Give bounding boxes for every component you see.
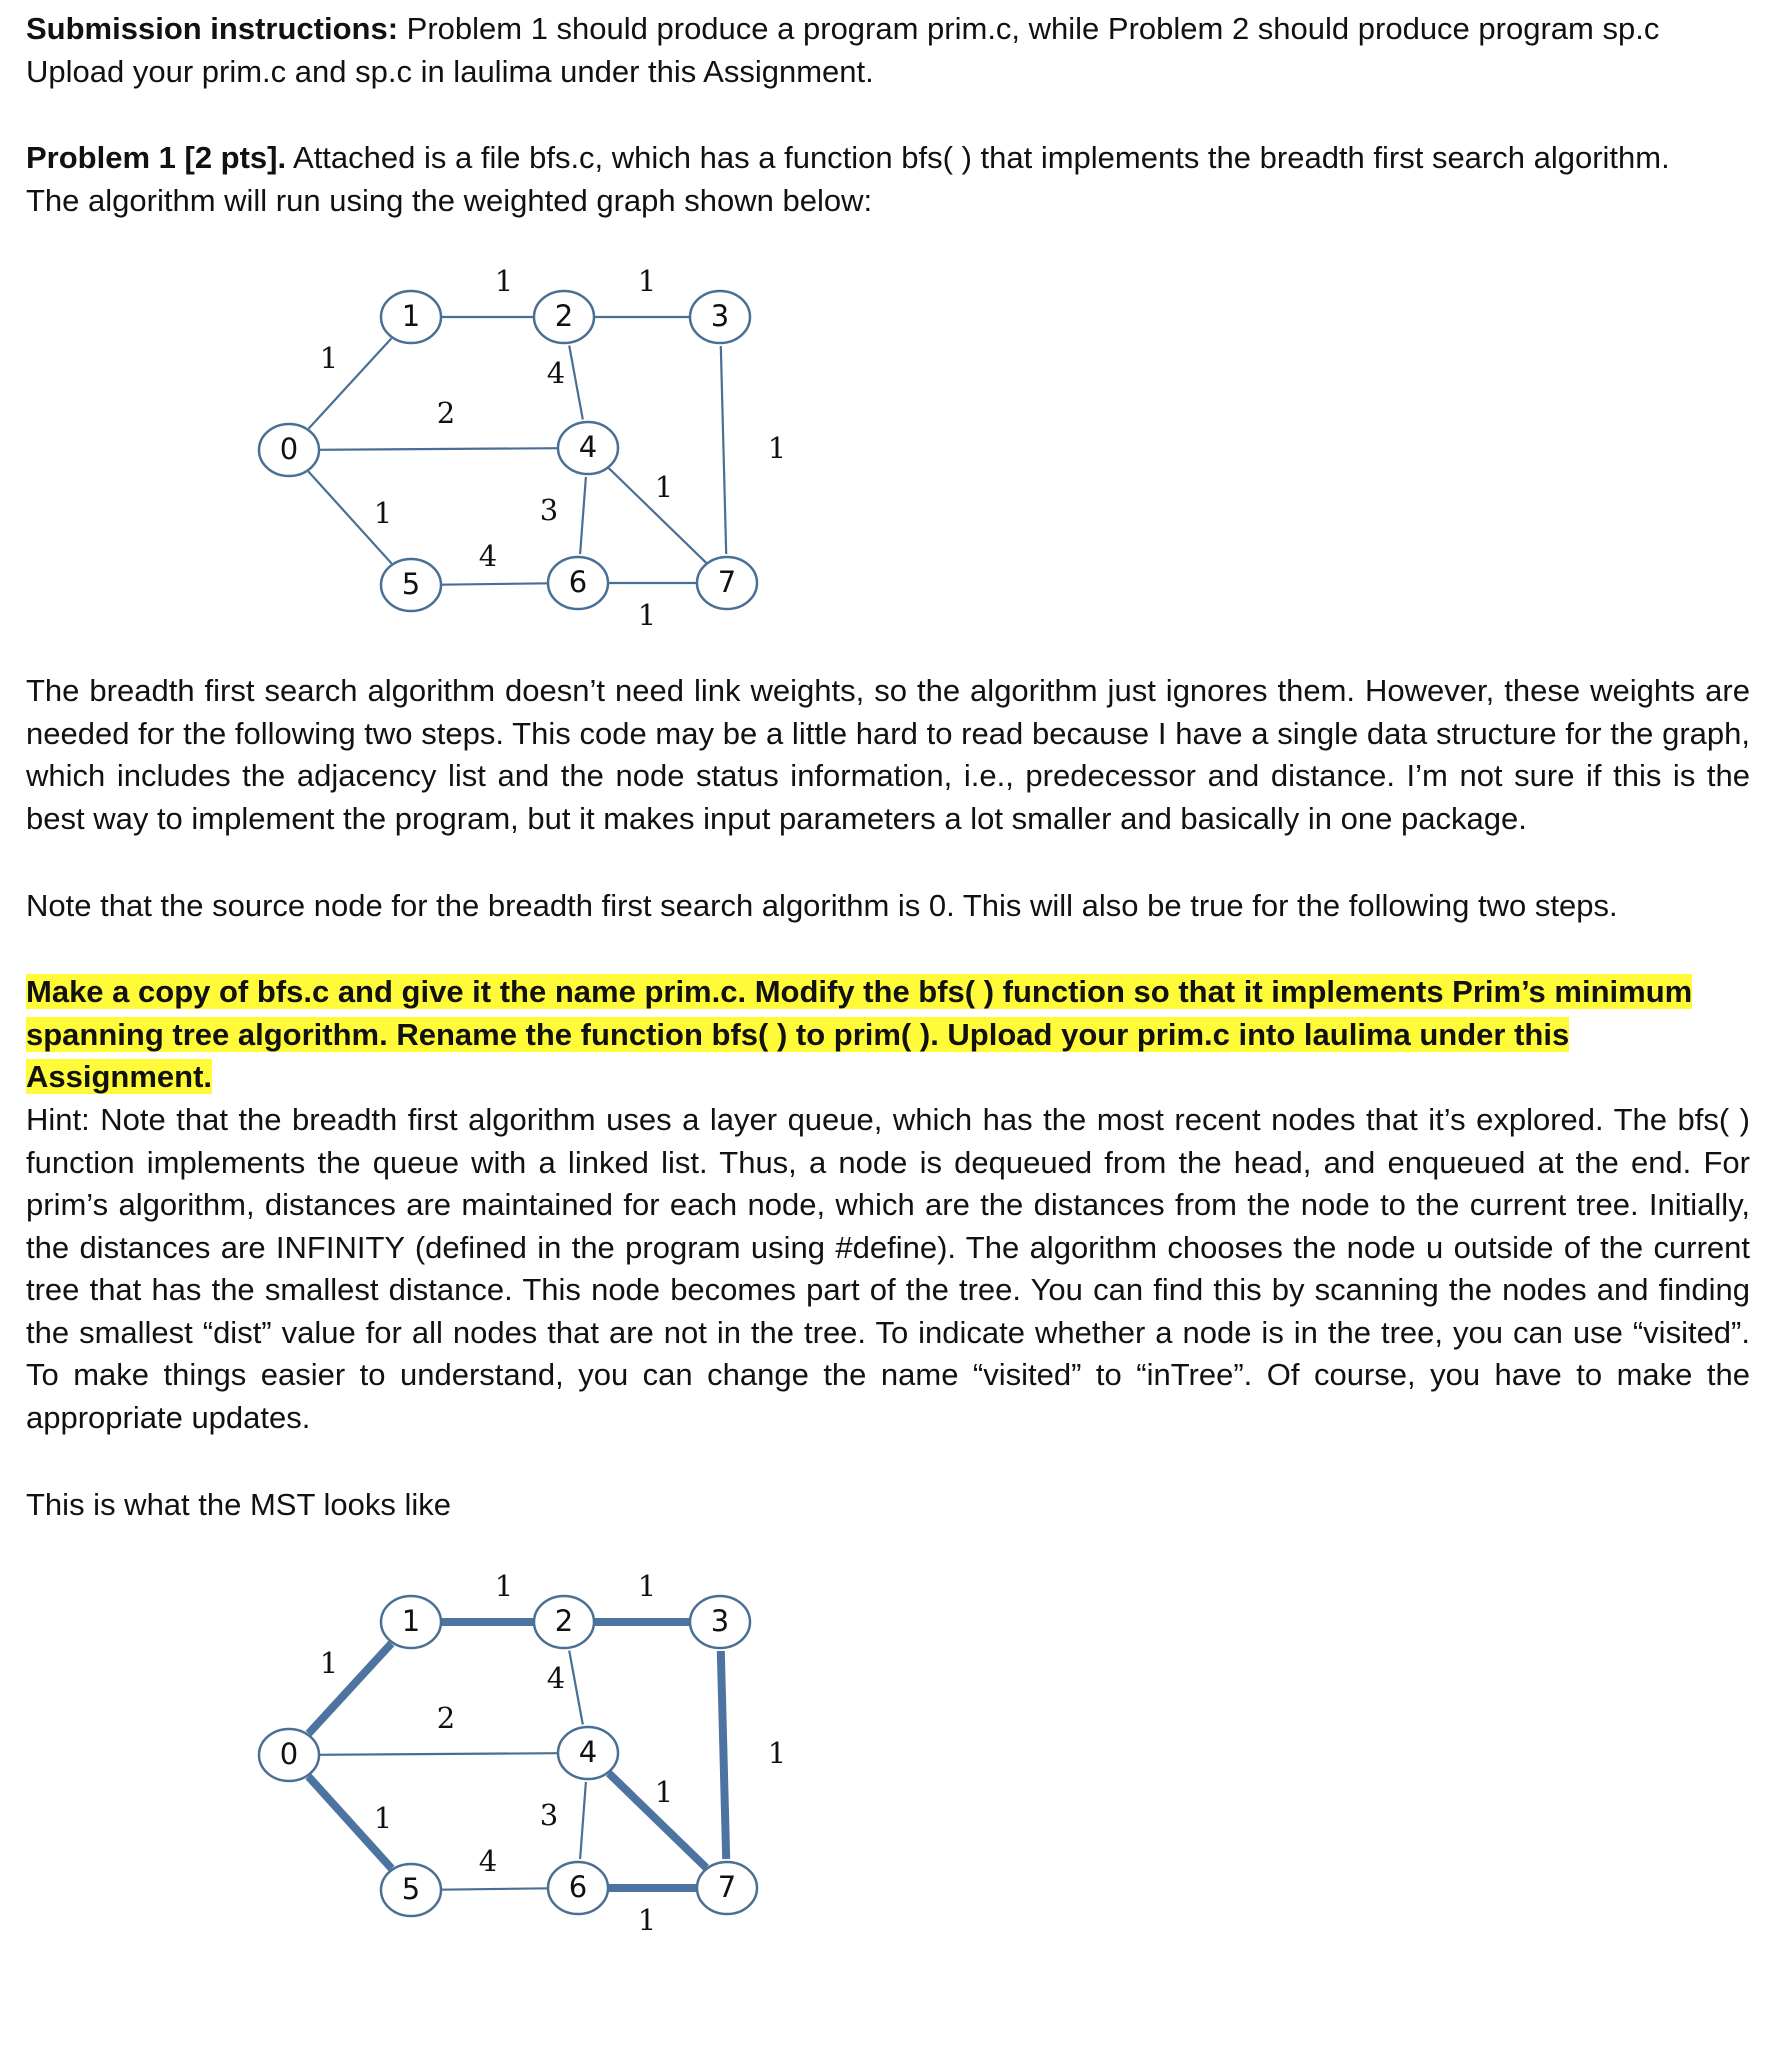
mst-node-1 (381, 1596, 441, 1648)
submission-label: Submission instructions: (26, 11, 399, 46)
mst-weight-label-1-2: 1 (494, 1569, 514, 1603)
graph-weight-label-2-4: 4 (546, 356, 566, 390)
graph-weight-label-1-2: 1 (494, 264, 514, 298)
mst-node-3 (690, 1596, 750, 1648)
mst-node-4 (558, 1727, 618, 1779)
graph-node-label-1: 1 (401, 299, 421, 333)
source-node-paragraph: Note that the source node for the breadth first search algorithm is 0. This will also be true for the following two steps. (26, 888, 1618, 923)
graph-node-6 (548, 557, 608, 609)
graph-node-label-4: 4 (578, 430, 598, 464)
mst-edge-4-6 (580, 1782, 586, 1859)
graph-node-label-6: 6 (568, 565, 588, 599)
mst-graph-figure (231, 1560, 831, 1950)
graph-node-2 (534, 291, 594, 343)
mst-weight-label-6-7: 1 (637, 1903, 657, 1937)
graph-node-label-7: 7 (717, 565, 737, 599)
graph-node-label-2: 2 (554, 299, 574, 333)
mst-node-7 (697, 1862, 757, 1914)
problem-1-label: Problem 1 [2 pts]. (26, 140, 287, 175)
mst-weight-label-0-1: 1 (319, 1646, 339, 1680)
graph-edge-4-6 (580, 477, 586, 554)
mst-node-6 (548, 1862, 608, 1914)
mst-caption: This is what the MST looks like (26, 1487, 451, 1522)
mst-node-label-6: 6 (568, 1870, 588, 1904)
mst-node-label-3: 3 (710, 1604, 730, 1638)
graph-weight-label-5-6: 4 (478, 539, 498, 573)
mst-node-label-4: 4 (578, 1735, 598, 1769)
graph-node-4 (558, 422, 618, 474)
mst-weight-label-3-7: 1 (767, 1736, 787, 1770)
graph-weight-label-4-7: 1 (654, 470, 674, 504)
highlighted-instruction (26, 971, 1750, 1099)
mst-svg (231, 1560, 831, 1950)
graph-weight-label-4-6: 3 (539, 493, 559, 527)
mst-weight-label-4-6: 3 (539, 1798, 559, 1832)
graph-edge-5-6 (440, 583, 549, 584)
graph-weight-label-0-1: 1 (319, 341, 339, 375)
graph-node-label-3: 3 (710, 299, 730, 333)
highlight-line-1: Make a copy of bfs.c and give it the name prim.c. Modify the bfs( ) function so that it implements Prim’s minimum (26, 974, 1693, 1009)
mst-node-label-5: 5 (401, 1872, 421, 1906)
mst-node-label-2: 2 (554, 1604, 574, 1638)
mst-edge-5-6 (440, 1888, 549, 1889)
problem-1-heading (26, 137, 1750, 222)
submission-instructions (26, 8, 1750, 93)
mst-node-label-1: 1 (401, 1604, 421, 1638)
problem-1-line-1: Attached is a file bfs.c, which has a function bfs( ) that implements the breadth first search algorithm. (286, 140, 1670, 175)
mst-node-5 (381, 1864, 441, 1916)
graph-weight-label-0-5: 1 (373, 496, 393, 530)
mst-edge-2-4 (569, 1651, 583, 1725)
problem-1-line-2: The algorithm will run using the weighted graph shown below: (26, 182, 873, 218)
graph-node-label-5: 5 (401, 567, 421, 601)
mst-weight-label-0-4: 2 (436, 1701, 456, 1735)
graph-node-7 (697, 557, 757, 609)
highlight-line-2: spanning tree algorithm. Rename the function bfs( ) to prim( ). Upload your prim.c into laulima under this Assignment. (26, 1016, 1570, 1094)
mst-node-2 (534, 1596, 594, 1648)
mst-weight-label-2-4: 4 (546, 1661, 566, 1695)
mst-node-0 (259, 1729, 319, 1781)
graph-weight-label-6-7: 1 (637, 598, 657, 632)
graph-edge-0-4 (318, 448, 559, 450)
mst-edge-0-4 (318, 1753, 559, 1755)
mst-node-label-0: 0 (279, 1737, 299, 1771)
graph-weight-label-3-7: 1 (767, 431, 787, 465)
graph-node-1 (381, 291, 441, 343)
graph-edge-3-7 (721, 346, 726, 554)
graph-node-3 (690, 291, 750, 343)
graph-weight-label-0-4: 2 (436, 396, 456, 430)
mst-weight-label-5-6: 4 (478, 1844, 498, 1878)
mst-weight-label-2-3: 1 (637, 1569, 657, 1603)
graph-svg (231, 255, 831, 645)
graph-node-5 (381, 559, 441, 611)
mst-weight-label-4-7: 1 (654, 1775, 674, 1809)
mst-node-label-7: 7 (717, 1870, 737, 1904)
mst-edge-3-7 (721, 1651, 726, 1859)
graph-node-0 (259, 424, 319, 476)
weights-paragraph: The breadth first search algorithm doesn’t need link weights, so the algorithm just ignores them. However, these weights are needed for the following two steps. This code may be a little hard to read because I have a single data structure for the graph, which includes the adjacency list and the node status information, i.e., predecessor and distance. I’m not sure if this is the best way to implement the program, but it makes input parameters a lot smaller and basically in one package. (26, 673, 1750, 836)
submission-line-1: Problem 1 should produce a program prim.c, while Problem 2 should produce program sp.c (398, 11, 1660, 46)
graph-node-label-0: 0 (279, 432, 299, 466)
hint-paragraph: Hint: Note that the breadth first algorithm uses a layer queue, which has the most recent nodes that it’s explored. The bfs( ) function implements the queue with a linked list. Thus, a node is dequeued from the head, and enqueued at the end. For prim’s algorithm, distances are maintained for each node, which are the distances from the node to the current tree. Initially, the distances are INFINITY (defined in the program using #define). The algorithm chooses the node u outside of the current tree that has the smallest distance. This node becomes part of the tree. You can find this by scanning the nodes and finding the smallest “dist” value for all nodes that are not in the tree. To indicate whether a node is in the tree, you can use “visited”. To make things easier to understand, you can change the name “visited” to “inTree”. Of course, you have to make the appropriate updates. (26, 1102, 1750, 1435)
mst-weight-label-0-5: 1 (373, 1801, 393, 1835)
graph-edge-2-4 (569, 346, 583, 420)
graph-weight-label-2-3: 1 (637, 264, 657, 298)
weighted-graph-figure (231, 255, 831, 645)
submission-line-2: Upload your prim.c and sp.c in laulima under this Assignment. (26, 53, 874, 89)
